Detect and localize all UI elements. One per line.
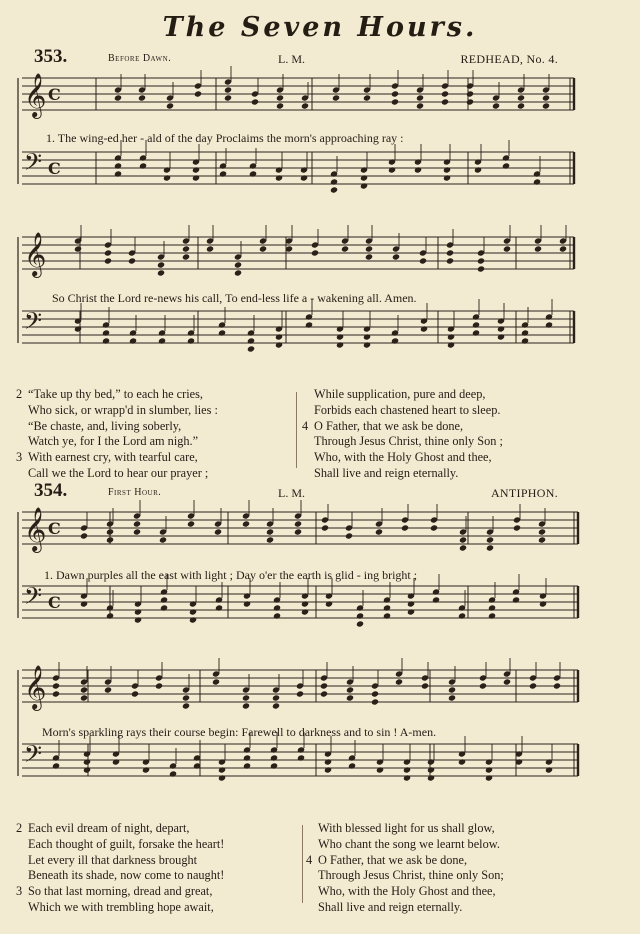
lyric-line: Morn's sparkling rays their course begin: Farewell to darkness and to sin ! A-men. <box>42 725 437 739</box>
verse-line: 3 So that last morning, dread and great, <box>16 884 213 899</box>
staff-notation <box>0 492 640 632</box>
svg-text:C: C <box>48 159 61 178</box>
verses-left <box>16 821 224 916</box>
verse-line: Who, with the Holy Ghost and thee, <box>314 450 492 465</box>
verse-line: Beneath its shade, now come to naught! <box>28 868 225 883</box>
verse-line: Who, with the Holy Ghost and thee, <box>318 884 496 899</box>
verse-line: Shall live and reign eternally. <box>318 899 463 914</box>
verse-number: 2 <box>16 821 23 835</box>
verse-line: 3 With earnest cry, with tearful care, <box>16 450 198 465</box>
svg-text:𝄢: 𝄢 <box>24 582 43 615</box>
svg-text:𝄢: 𝄢 <box>24 740 43 773</box>
verse-number: 4 <box>306 852 313 867</box>
verse-line: Who sick, or wrapp'd in slumber, lies : <box>28 402 218 417</box>
verse-line: Watch ye, for I the Lord am nigh.” <box>28 434 199 449</box>
verse-line: While supplication, pure and deep, <box>314 387 486 401</box>
staff-notation <box>0 217 640 357</box>
verse-line: Who chant the song we learnt below. <box>318 836 500 851</box>
svg-text:𝄞: 𝄞 <box>24 665 47 709</box>
verse-line: Shall live and reign eternally. <box>314 465 459 480</box>
verse-divider <box>302 825 303 903</box>
verse-line: With blessed light for us shall glow, <box>318 821 495 835</box>
verse-divider <box>296 392 297 468</box>
verse-line: Through Jesus Christ, thine only Son ; <box>314 434 503 449</box>
hymn-number: 353. <box>34 46 68 67</box>
verse-number: 3 <box>16 884 23 899</box>
svg-text:𝄞: 𝄞 <box>24 73 47 117</box>
hymn-tune: ANTIPHON. <box>490 486 558 500</box>
verse-line: 2 “Take up thy bed,” to each he cries, <box>16 387 203 401</box>
lyric-line: 1. The wing-ed her - ald of the day Proclaims the morn's approaching ray : <box>46 131 404 145</box>
hymn-tune: REDHEAD, No. 4. <box>460 52 558 66</box>
verse-line: Each thought of guilt, forsake the heart! <box>28 836 225 851</box>
hymn-meter: L. M. <box>278 52 305 66</box>
svg-text:C: C <box>48 519 61 538</box>
hymn-number: 354. <box>34 480 68 501</box>
staff-notation <box>0 58 640 198</box>
lyric-line: So Christ the Lord re-news his call, To end-less life a - wakening all. Amen. <box>52 291 417 305</box>
verse-line: Which we with trembling hope await, <box>28 899 214 914</box>
svg-text:C: C <box>48 85 61 104</box>
verses-left <box>16 387 218 482</box>
verse-number: 4 <box>302 418 309 433</box>
hymn-meter: L. M. <box>278 486 305 500</box>
verse-line: 4 O Father, that we ask be done, <box>302 418 464 433</box>
verse-line: “Be chaste, and, living soberly, <box>28 418 182 433</box>
verses-right <box>306 821 504 916</box>
hymn-occasion: First Hour. <box>108 487 162 498</box>
verse-number: 2 <box>16 387 23 401</box>
verse-line: Forbids each chastened heart to sleep. <box>314 402 501 417</box>
verse-number: 3 <box>16 450 23 465</box>
hymn-occasion: Before Dawn. <box>108 53 172 64</box>
verse-line: Call we the Lord to hear our prayer ; <box>28 465 209 480</box>
verse-line: 4 O Father, that we ask be done, <box>306 852 468 867</box>
svg-text:𝄢: 𝄢 <box>24 148 43 181</box>
verse-line: 2 Each evil dream of night, depart, <box>16 821 190 835</box>
verse-line: Through Jesus Christ, thine only Son; <box>318 868 504 883</box>
page-title: The Seven Hours. <box>162 12 478 43</box>
svg-text:𝄢: 𝄢 <box>24 307 43 340</box>
verse-line: Let every ill that darkness brought <box>28 852 198 867</box>
lyric-line: 1. Dawn purples all the east with light ; Day o'er the earth is glid - ing bright ; <box>44 568 418 582</box>
svg-text:C: C <box>48 593 61 612</box>
verses-right <box>302 387 503 482</box>
svg-text:𝄞: 𝄞 <box>24 507 47 551</box>
svg-text:𝄞: 𝄞 <box>24 232 47 276</box>
staff-notation <box>0 650 640 790</box>
